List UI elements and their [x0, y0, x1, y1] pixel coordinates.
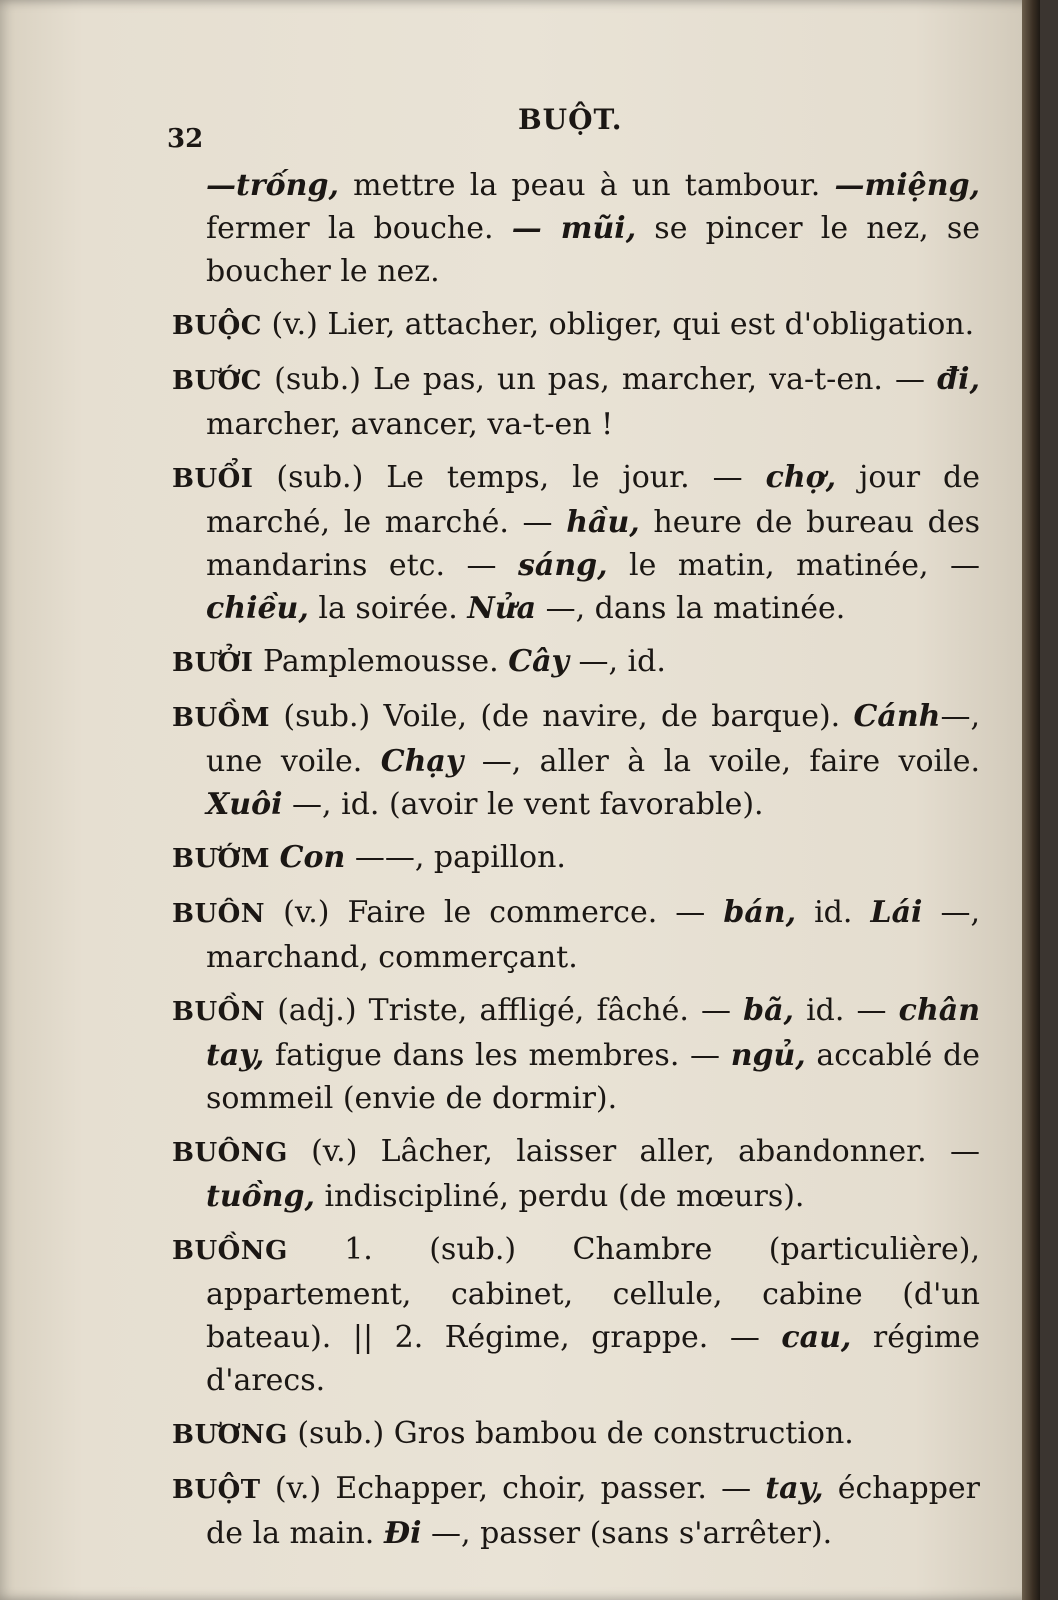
entry-definition-text: —, marchand, commerçant. [206, 895, 980, 975]
dictionary-entry [172, 836, 980, 881]
dictionary-entry [172, 891, 980, 979]
page-number: 32 [167, 124, 204, 154]
dictionary-entry [172, 1467, 980, 1555]
entry-headword: BUỔI [172, 464, 254, 494]
dictionary-entry [172, 640, 980, 685]
entry-definition-text: le matin, matinée, — [607, 548, 980, 583]
entry-italic-term: tay, [765, 1471, 824, 1506]
entry-definition-text [270, 840, 280, 875]
entry-headword: BUÔN [172, 899, 266, 929]
entry-italic-term: cau, [781, 1320, 852, 1355]
entry-definition-text: échapper de la main. [206, 1471, 980, 1551]
entry-headword: BUỒNG [172, 1236, 288, 1266]
entry-italic-term: chiều, [206, 591, 309, 626]
entry-definition-text: la soirée. [308, 591, 468, 626]
entry-headword: BUÔNG [172, 1138, 288, 1168]
entry-italic-term: tuồng, [206, 1179, 315, 1214]
dictionary-entry [172, 303, 980, 348]
dictionary-text [172, 164, 980, 1565]
entry-definition-text: marcher, avancer, va-t-en ! [206, 407, 614, 442]
segment: se pincer le nez, se boucher le nez. [206, 211, 980, 289]
dictionary-entry [172, 695, 980, 826]
entry-headword: BUỒM [172, 703, 271, 733]
entry-definition-text: Pamplemousse. [253, 644, 509, 679]
entry-definition-text: (v.) Lier, attacher, obliger, qui est d'obligation. [262, 307, 975, 342]
entry-definition-text: (sub.) Voile, (de navire, de barque). [270, 699, 854, 734]
entry-definition-text: jour de marché, le marché. — [206, 460, 980, 540]
entry-definition-text: ——, papillon. [345, 840, 566, 875]
entry-definition-text: (adj.) Triste, affligé, fâché. — [265, 993, 744, 1028]
entry-headword: BUỘT [172, 1475, 261, 1505]
entry-italic-term: đi, [937, 362, 980, 397]
segment: —miệng, [834, 168, 980, 203]
dictionary-entry [172, 989, 980, 1120]
dictionary-entry [172, 358, 980, 446]
entry-italic-term: bán, [723, 895, 797, 930]
entry-italic-term: Nửa [467, 591, 537, 626]
continuation-entry [172, 164, 980, 293]
entry-italic-term: ngủ, [730, 1038, 806, 1073]
entry-definition-text: indiscipliné, perdu (de mœurs). [314, 1179, 805, 1214]
entry-headword: BƯỚM [172, 844, 271, 874]
running-head: BUỘT. [518, 103, 623, 136]
entry-definition-text: (v.) Faire le commerce. — [265, 895, 724, 930]
entry-italic-term: hầu, [566, 505, 640, 540]
entry-definition-text: (v.) Lâcher, laisser aller, abandonner. — [287, 1134, 980, 1169]
entry-definition-text: 1. (sub.) Chambre (particulière), appartement, cabinet, cellule, cabine (d'un bateau). || 2. Régime, grappe. — [206, 1232, 980, 1355]
entry-italic-term: Con [279, 840, 346, 875]
entry-definition-text: (sub.) Le temps, le jour. — [253, 460, 766, 495]
segment: mettre la peau à un tambour. [338, 168, 835, 203]
entry-definition-text: régime d'arecs. [206, 1320, 980, 1398]
entry-italic-term: bã, [743, 993, 794, 1028]
entry-definition-text: —, une voile. [206, 699, 980, 779]
entry-definition-text: heure de bureau des mandarins etc. — [206, 505, 980, 583]
entry-definition-text: —, id. [568, 644, 666, 679]
entry-definition-text: (sub.) Le pas, un pas, marcher, va-t-en. — [262, 362, 938, 397]
entry-definition-text: —, aller à la voile, faire voile. [463, 744, 980, 779]
segment: — mũi, [511, 211, 637, 246]
entry-italic-term: Lái [870, 895, 923, 930]
entry-italic-term: chợ, [765, 460, 837, 495]
entry-definition-text: —, id. (avoir le vent favorable). [282, 787, 764, 822]
entry-headword: BƯƠNG [172, 1420, 288, 1450]
entry-list [172, 303, 980, 1555]
entry-italic-term: Cánh [853, 699, 941, 734]
dictionary-entry [172, 1130, 980, 1218]
segment: —trống, [206, 168, 339, 203]
segment: fermer la bouche. [206, 211, 512, 246]
entry-italic-term: Đi [383, 1516, 422, 1551]
entry-headword: BƯỚC [172, 366, 262, 396]
entry-headword: BUỒN [172, 997, 266, 1027]
entry-definition-text: —, dans la matinée. [536, 591, 846, 626]
dictionary-entry [172, 1412, 980, 1457]
entry-definition-text: (sub.) Gros bambou de construction. [287, 1416, 854, 1451]
entry-headword: BUỘC [172, 311, 262, 341]
entry-italic-term: Chạy [380, 744, 464, 779]
entry-headword: BƯỞI [172, 648, 254, 678]
entry-definition-text: id. — [793, 993, 899, 1028]
entry-definition-text: —, passer (sans s'arrêter). [421, 1516, 833, 1551]
page-edge-shadow [1022, 0, 1040, 1600]
entry-definition-text: fatigue dans les membres. — [264, 1038, 731, 1073]
entry-italic-term: chân tay, [206, 993, 980, 1073]
entry-italic-term: Cây [508, 644, 569, 679]
dictionary-entry [172, 456, 980, 630]
dictionary-entry [172, 1228, 980, 1402]
entry-definition-text: accablé de sommeil (envie de dormir). [206, 1038, 980, 1116]
entry-italic-term: Xuôi [206, 787, 283, 822]
entry-definition-text: id. [796, 895, 871, 930]
entry-definition-text: (v.) Echapper, choir, passer. — [260, 1471, 766, 1506]
entry-italic-term: sáng, [517, 548, 608, 583]
